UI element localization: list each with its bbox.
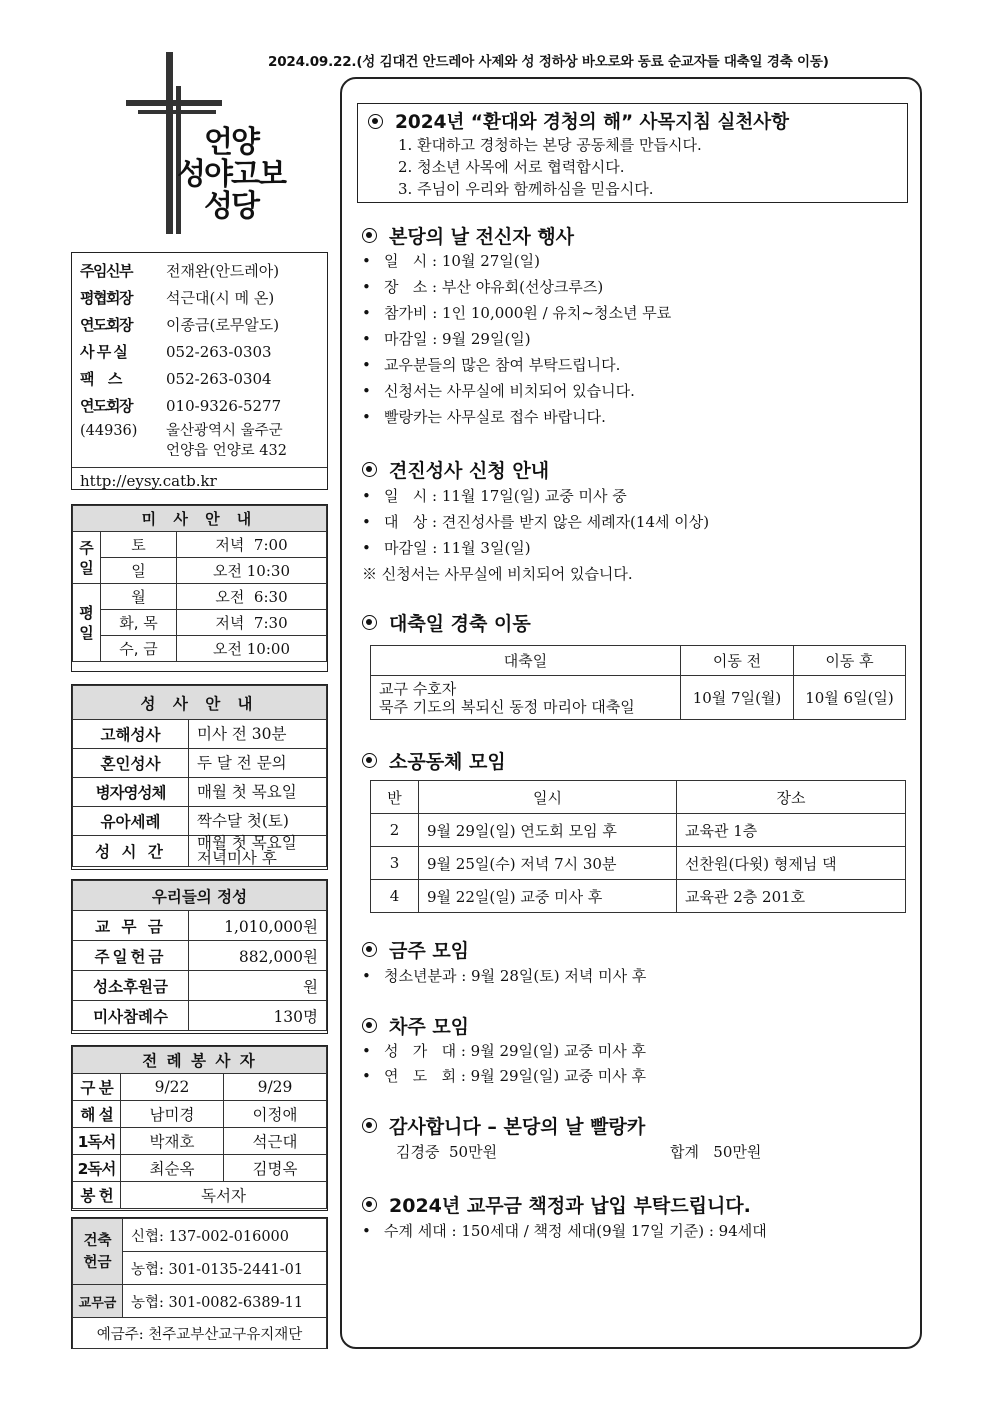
- fax-number: 팩 스 052-263-0304: [80, 369, 272, 388]
- parish-logo: [120, 52, 300, 242]
- table-row: 2 9월 29일(일) 연도회 모임 후 교육관 1층: [371, 814, 906, 847]
- list-item: • 마감일 : 9월 29일(일): [362, 330, 531, 348]
- list-item: • 성 가 대 : 9월 29일(일) 교중 미사 후: [362, 1042, 646, 1060]
- list-item: • 교우분들의 많은 참여 부탁드립니다.: [362, 356, 621, 374]
- donation-total: 합계 50만원: [670, 1143, 762, 1161]
- bullseye-icon: [362, 228, 377, 243]
- bullseye-icon: [362, 753, 377, 768]
- list-item: • 마감일 : 11월 3일(일): [362, 539, 531, 557]
- building-account-2: 농협: 301-0135-2441-01: [123, 1252, 327, 1285]
- bank-box: [71, 1217, 328, 1349]
- weekday-label: 평일: [73, 584, 101, 662]
- building-account-1: 신협: 137-002-016000: [123, 1219, 327, 1252]
- bullseye-icon: [362, 615, 377, 630]
- list-item: • 일 시 : 11월 17일(일) 교중 미사 중: [362, 487, 627, 505]
- servers-box: 전 례 봉 사 자 구 분 9/22 9/29 해 설 남미경 이정애 1독서 박재호 석근대 2독서 최순옥 김명옥 봉 헌 독서자: [71, 1045, 328, 1211]
- offering-box: 우리들의 정성 교 무 금 1,010,000원 주일헌금 882,000원 성소후원금 원 미사참례수 130명: [71, 879, 328, 1034]
- donor: 김경중 50만원: [396, 1143, 498, 1161]
- parish-day-section: 본당의 날 전신자 행사 • 일 시 : 10월 27일(일) • 장 소 : 부산 야유회(선상크루즈) • 참가비 : 1인 10,000원 / 유치~청소년 무료 • 마감일 : 9월 29일(일) • 교우분들의 많은 참여 부탁드립니다. • 신청서는 사무실에 비치되어 있습니다. • 빨랑카는 사무실로 접수 바랍니다.: [362, 222, 907, 430]
- info-row: 주임신부 전재완(안드레아): [80, 262, 280, 280]
- list-item: • 참가비 : 1인 10,000원 / 유치~청소년 무료: [362, 304, 672, 322]
- feast-name: 교구 수호자 묵주 기도의 복되신 동정 마리아 대축일: [371, 676, 681, 720]
- list-item: • 일 시 : 10월 27일(일): [362, 252, 540, 270]
- list-item: • 청소년분과 : 9월 28일(토) 저녁 미사 후: [362, 967, 647, 985]
- feast-table: 대축일 이동 전 이동 후 교구 수호자 묵주 기도의 복되신 동정 마리아 대축일 10월 7일(월) 10월 6일(일): [370, 645, 906, 720]
- this-week-section: 금주 모임 • 청소년분과 : 9월 28일(토) 저녁 미사 후: [362, 935, 907, 989]
- mass-title: 미 사 안 내: [73, 506, 327, 532]
- table-row: 4 9월 22일(일) 교중 미사 후 교육관 2층 201호: [371, 880, 906, 913]
- list-item: • 대 상 : 견진성사를 받지 않은 세례자(14세 이상): [362, 513, 710, 531]
- holy-hour-value: 매월 첫 목요일 저녁미사 후: [189, 836, 327, 867]
- small-groups-table: 반 일시 장소 2 9월 29일(일) 연도회 모임 후 교육관 1층 3 9월 25일(수) 저녁 7시 30분 선찬원(다윗) 형제님 댁 4 9월 22일(일) 교중 미사 후 교육관 2층 201호: [370, 780, 906, 913]
- confirmation-note: ※ 신청서는 사무실에 비치되어 있습니다.: [362, 565, 633, 583]
- info-row: 연도회장 010-9326-5277: [80, 396, 282, 415]
- tithe-label: 교무금: [73, 1285, 123, 1318]
- logo-text: 언양 성야고보 성당: [177, 125, 285, 224]
- sacrament-title: 성 사 안 내: [73, 686, 327, 720]
- website-link[interactable]: http://eysy.catb.kr: [72, 467, 327, 490]
- building-fund-label: 건축헌금: [73, 1219, 123, 1285]
- mass-schedule-box: 미 사 안 내 주일 토 저녁 7:00 일 오전 10:30 평일 월 오전 6:30 화, 목 저녁 7:30 수, 금 오전 10:00: [71, 504, 328, 672]
- bullseye-icon: [362, 1197, 377, 1212]
- bullseye-icon: [362, 1018, 377, 1033]
- thanks-section: 감사합니다 – 본당의 날 빨랑카 김경중 50만원 합계 50만원: [362, 1111, 907, 1165]
- office-phone: 사 무 실 052-263-0303: [80, 342, 272, 361]
- header-date: 2024.09.22.(성 김대건 안드레아 사제와 성 정하상 바오로와 동료 순교자들 대축일 경축 이동): [268, 54, 829, 70]
- feast-section: 대축일 경축 이동: [362, 608, 907, 636]
- bullseye-icon: [362, 1118, 377, 1133]
- list-item: • 빨랑카는 사무실로 접수 바랍니다.: [362, 408, 606, 426]
- bullseye-icon: [362, 462, 377, 477]
- sacrament-box: 성 사 안 내 고해성사 미사 전 30분 혼인성사 두 달 전 문의 병자영성체 매월 첫 목요일 유아세례 짝수달 첫(토) 성 시 간 매월 첫 목요일 저녁미사 후: [71, 684, 328, 870]
- parish-info-box: [71, 252, 328, 490]
- tithe-account: 농협: 301-0082-6389-11: [123, 1285, 327, 1318]
- account-holder: 예금주: 천주교부산교구유지재단: [73, 1318, 327, 1349]
- table-row: 3 9월 25일(수) 저녁 7시 30분 선찬원(다윗) 형제님 댁: [371, 847, 906, 880]
- list-item: • 수계 세대 : 150세대 / 책정 세대(9월 17일 기준) : 94세대: [362, 1222, 767, 1240]
- address: (44936) 울산광역시 울주군 언양읍 언양로 432: [80, 423, 287, 459]
- pastoral-motto-box: 2024년 “환대와 경청의 해” 사목지침 실천사항 1. 환대하고 경청하는 본당 공동체를 만듭시다. 2. 청소년 사목에 서로 협력합시다. 3. 주님이 우리와 함께하심을 믿읍시다.: [357, 103, 908, 203]
- list-item: • 장 소 : 부산 야유회(선상크루즈): [362, 278, 604, 296]
- offering-title: 우리들의 정성: [73, 881, 327, 911]
- info-row: 연도회장 이종금(로무알도): [80, 316, 280, 334]
- cross-icon: [166, 52, 173, 234]
- servers-title: 전 례 봉 사 자: [73, 1047, 327, 1074]
- list-item: • 연 도 회 : 9월 29일(일) 교중 미사 후: [362, 1067, 646, 1085]
- tithe-section: 2024년 교무금 책정과 납입 부탁드립니다. • 수계 세대 : 150세대 / 책정 세대(9월 17일 기준) : 94세대: [362, 1190, 907, 1244]
- small-groups-section: 소공동체 모임: [362, 746, 907, 774]
- bullseye-icon: [362, 942, 377, 957]
- info-row: 평협회장 석근대(시 메 온): [80, 289, 275, 307]
- next-week-section: 차주 모임 • 성 가 대 : 9월 29일(일) 교중 미사 후 • 연 도 회 : 9월 29일(일) 교중 미사 후: [362, 1011, 907, 1089]
- sunday-label: 주일: [73, 532, 101, 584]
- list-item: • 신청서는 사무실에 비치되어 있습니다.: [362, 382, 635, 400]
- confirmation-section: 견진성사 신청 안내 • 일 시 : 11월 17일(일) 교중 미사 중 • 대 상 : 견진성사를 받지 않은 세례자(14세 이상) • 마감일 : 11월 3일(일) ※ 신청서는 사무실에 비치되어 있습니다.: [362, 455, 907, 587]
- bullseye-icon: [368, 114, 383, 129]
